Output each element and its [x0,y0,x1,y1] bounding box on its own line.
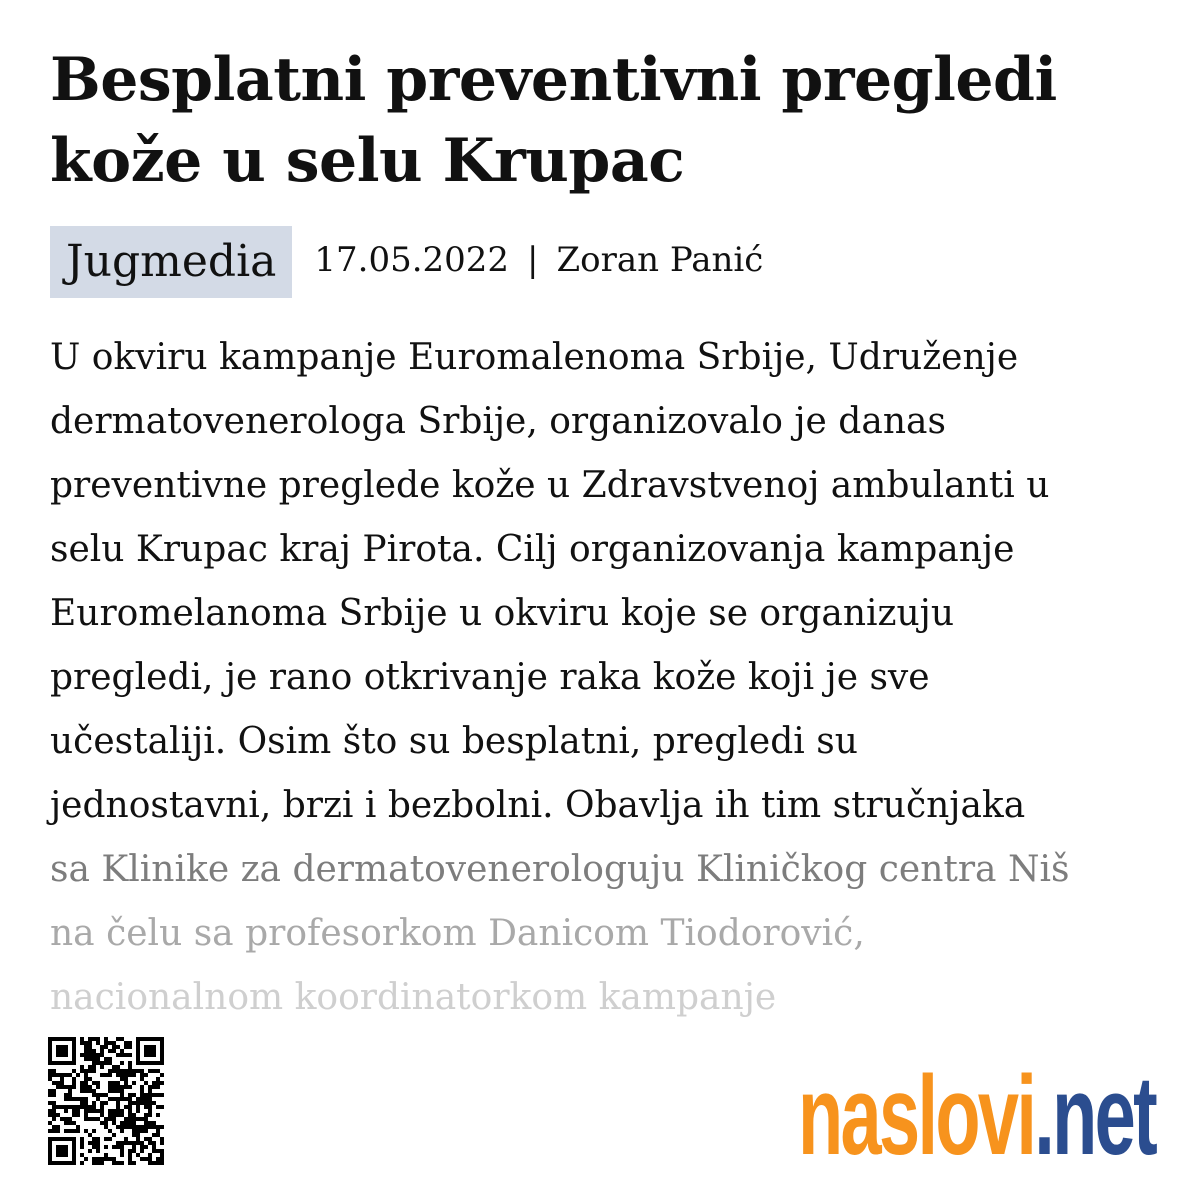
article-body [50,326,1160,1030]
meta-text [314,238,763,282]
meta-separator: | [527,240,539,280]
body-line: U okviru kampanje Euromalenoma Srbije, Udruženje [50,337,1019,378]
body-line: na čelu sa profesorkom Danicom Tiodorović, [50,913,865,954]
body-line: sa Klinike za dermatovenerologuju Kliničkog centra Niš [50,849,1070,890]
article-date: 17.05.2022 [314,240,510,280]
article-headline: Besplatni preventivni pregledi kože u selu Krupac [50,45,1057,196]
logo-naslovi: naslovi [798,1053,1035,1178]
naslovi-net-logo[interactable] [798,1053,1156,1178]
source-badge[interactable]: Jugmedia [50,226,292,298]
qr-code-icon[interactable] [48,1037,164,1165]
body-line: Euromelanoma Srbije u okviru koje se organizuju [50,593,955,634]
body-line: preventivne preglede kože u Zdravstvenoj ambulanti u [50,465,1050,506]
body-line: učestaliji. Osim što su besplatni, pregledi su [50,721,858,762]
body-line: pregledi, je rano otkrivanje raka kože koji je sve [50,657,930,698]
body-line: dermatovenerologa Srbije, organizovalo je danas [50,401,946,442]
body-line: nacionalnom koordinatorkom kampanje [50,977,777,1018]
article-meta [50,226,1160,298]
body-line: jednostavni, brzi i bezbolni. Obavlja ih tim stručnjaka [50,785,1026,826]
body-line: selu Krupac kraj Pirota. Cilj organizovanja kampanje [50,529,1015,570]
article [50,40,1160,1030]
logo-net: .net [1034,1053,1156,1178]
article-author: Zoran Panić [556,240,764,280]
